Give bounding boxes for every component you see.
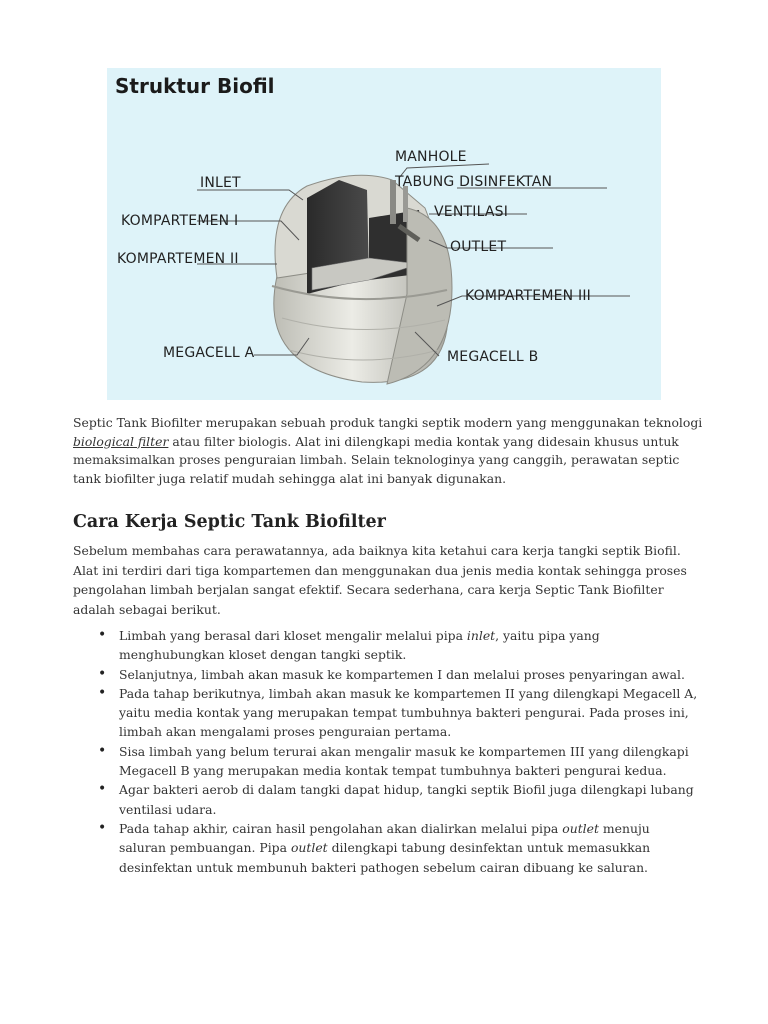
list-item: • Agar bakteri aerob di dalam tangki dapat hidup, tangki septik Biofil juga dilengkapi lubang ventilasi udara. — [98, 780, 698, 819]
label-kompartemen-3: KOMPARTEMEN III — [465, 288, 591, 304]
label-ventilasi: VENTILASI — [434, 204, 509, 220]
list-item: • Pada tahap berikutnya, limbah akan masuk ke kompartemen II yang dilengkapi Megacell A, yaitu media kontak yang merupakan tempat tumbuhnya bakteri pengurai. Pada proses ini, limbah akan mengalami proses penguraian pertama. — [98, 684, 698, 742]
label-manhole: MANHOLE — [395, 149, 467, 165]
label-megacell-a: MEGACELL A — [163, 345, 255, 361]
section-heading: Cara Kerja Septic Tank Biofilter — [73, 512, 386, 532]
figure-title: Struktur Biofil — [115, 74, 275, 98]
list-item: • Sisa limbah yang belum terurai akan mengalir masuk ke kompartemen III yang dilengkapi Megacell B yang merupakan media kontak tempat tumbuhnya bakteri pengurai kedua. — [98, 742, 698, 781]
label-outlet: OUTLET — [450, 239, 507, 255]
intro-text-1: Septic Tank Biofilter merupakan sebuah produk tangki septik modern yang menggunakan teknologi — [73, 415, 703, 430]
biological-filter-link[interactable]: biological filter — [73, 433, 169, 449]
list-item: • Selanjutnya, limbah akan masuk ke kompartemen I dan melalui proses penyaringan awal. — [98, 665, 698, 684]
intro-paragraph — [73, 414, 703, 488]
label-kompartemen-1: KOMPARTEMEN I — [121, 213, 239, 229]
biofil-structure-figure — [107, 68, 661, 400]
label-inlet: INLET — [200, 175, 241, 191]
list-item: • Pada tahap akhir, cairan hasil pengolahan akan dialirkan melalui pipa outlet menuju saluran pembuangan. Pipa outlet dilengkapi tabung desinfektan untuk memasukkan desinfektan untuk membunuh bakteri pathogen sebelum cairan dibuang ke saluran. — [98, 819, 698, 877]
steps-list — [98, 626, 698, 877]
intro-text-2: atau filter biologis. Alat ini dilengkapi media kontak yang didesain khusus untuk memaksimalkan proses penguraian limbah. Selain teknologinya yang canggih, perawatan septic tank biofilter juga relatif mudah sehingga alat ini banyak digunakan. — [73, 433, 680, 486]
list-item: • Limbah yang berasal dari kloset mengalir melalui pipa inlet, yaitu pipa yang menghubungkan kloset dengan tangki septik. — [98, 626, 698, 665]
label-kompartemen-2: KOMPARTEMEN II — [117, 251, 239, 267]
label-tabung-disinfektan: TABUNG DISINFEKTAN — [395, 174, 553, 190]
label-megacell-b: MEGACELL B — [447, 349, 539, 365]
section-paragraph: Sebelum membahas cara perawatannya, ada baiknya kita ketahui cara kerja tangki septik Biofil. Alat ini terdiri dari tiga kompartemen dan menggunakan dua jenis media kontak sehingga proses pengolahan limbah berjalan sangat efektif. Secara sederhana, cara kerja Septic Tank Biofilter adalah sebagai berikut. — [73, 543, 687, 617]
